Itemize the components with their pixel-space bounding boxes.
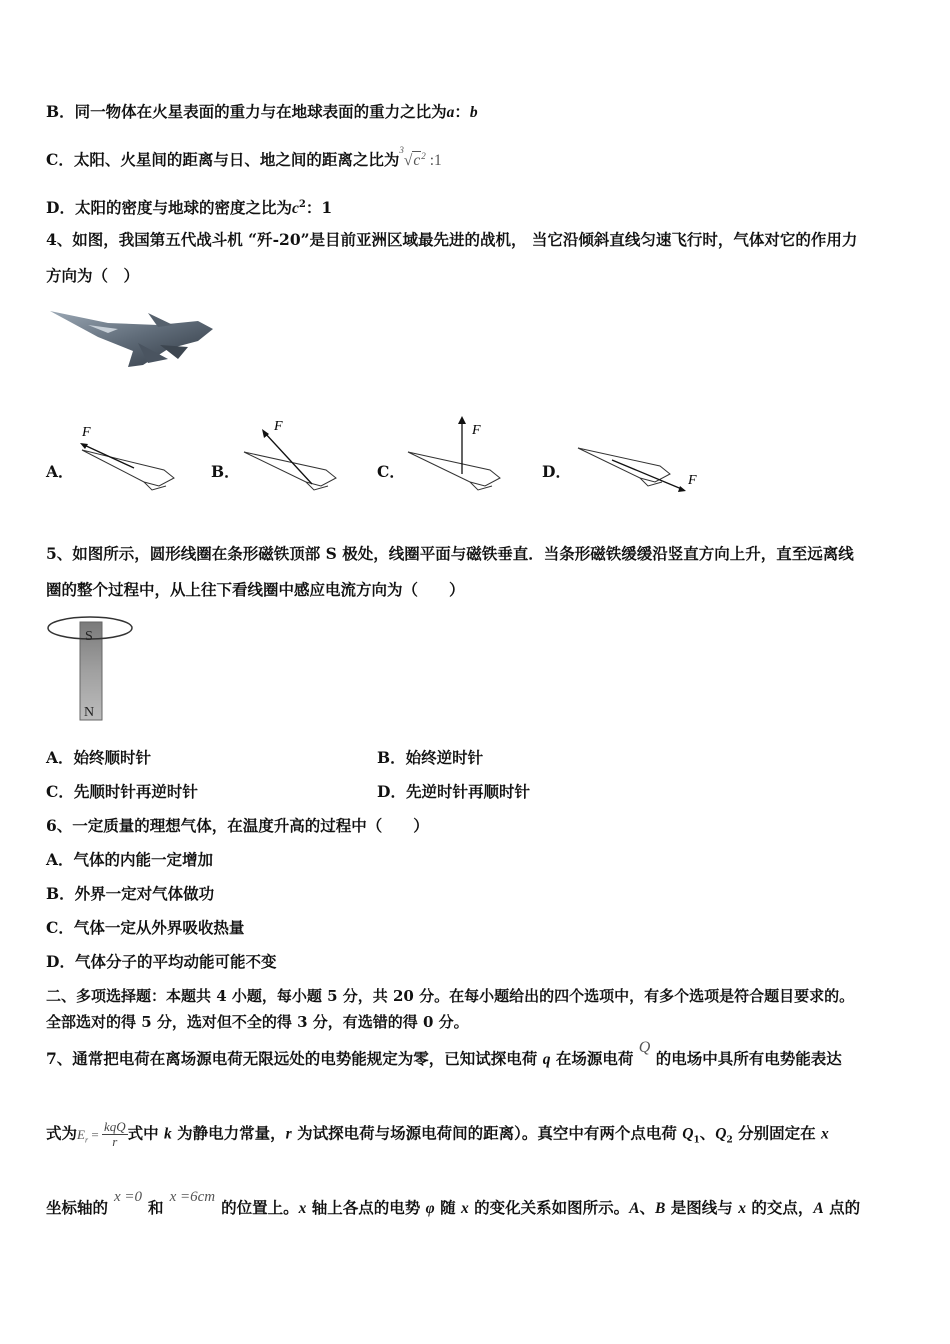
q4-stem-line1: 4、如图，我国第五代战斗机 “歼-20”是目前亚洲区域最先进的战机， 当它沿倾斜直线匀速飞行时，气体对它的作用力 [46,230,858,249]
q7-l3-h: 是图线与 [665,1198,739,1217]
q7-l2-b: 式中 [127,1123,165,1143]
section2-heading-line1: 二、多项选择题：本题共 4 小题，每小题 5 分，共 20 分。在每小题给出的四个选项中，有多个选项是符合题目要求的。 [46,987,855,1005]
force-label-c: F [472,423,481,438]
var-q: q [542,1051,551,1068]
q7-l3-c: 的位置上。 [221,1198,299,1217]
q5-option-b: B．始终逆时针 [377,748,484,767]
q7-l3-d: 轴上各点的电势 [306,1198,426,1217]
q7-l1-b: 在场源电荷 [550,1049,639,1068]
q6-option-a: A．气体的内能一定增加 [46,850,214,869]
q7-l2-e: 、 [699,1123,716,1143]
q7-l2-c: 为静电力常量， [171,1123,286,1143]
section2-heading-line2: 全部选对的得 5 分，选对但不全的得 3 分，有选错的得 0 分。 [46,1013,469,1031]
q7-line3 [46,1189,861,1220]
radicand-exponent: 2 [421,151,426,161]
q6-stem: 6、一定质量的理想气体，在温度升高的过程中（ ） [46,816,429,835]
q7-l1-c: 的电场中具所有电势能表达 [650,1049,842,1068]
q5-option-d: D．先逆时针再顺时针 [377,782,530,801]
q4-option-c-diagram [402,412,512,497]
q7-line1 [46,1039,842,1071]
q7-l3-j: 点的 [823,1198,861,1217]
math-x-eq-6cm: x =6cm [169,1189,216,1205]
formula-fraction [102,1120,128,1149]
q7-l3-f: 的变化关系如图所示。 [468,1198,630,1217]
ratio: :1 [429,152,442,170]
sub-1: 1 [693,1135,700,1146]
q3-option-d [46,194,332,220]
q4-stem-line2: 方向为（ ） [46,266,140,285]
formula-E [77,1126,102,1145]
q3-option-d-text: D．太阳的密度与地球的密度之比为 [46,198,292,218]
q7-l3-b: 和 [148,1198,164,1217]
force-label-d: F [688,473,697,488]
var-k: k [164,1125,172,1143]
root-index: 3 [399,145,404,155]
q7-l2-d: 为试探电荷与场源电荷间的距离）。真空中有两个点电荷 [291,1123,683,1143]
q7-l2-a: 式为 [46,1123,78,1143]
q7-l1-a: 7、通常把电荷在离场源电荷无限远处的电势能规定为零，已知试探电荷 [46,1049,543,1068]
var-phi: φ [425,1200,435,1217]
var-B: B [655,1200,666,1217]
q5-stem-line1: 5、如图所示，圆形线圈在条形磁铁顶部 S 极处，线圈平面与磁铁垂直．当条形磁铁缓缓沿竖直方向上升，直至远离线 [46,544,854,563]
q3-option-b [46,101,478,124]
math-x-eq-0: x =0 [114,1189,143,1205]
var-A: A [629,1200,640,1217]
q7-l2-f: 分别固定在 [732,1123,822,1143]
q4-option-c-label: C． [377,462,405,481]
sub-2: 2 [726,1135,733,1146]
j20-fighter-image [48,303,216,375]
q4-option-d-label: D． [542,462,571,481]
q5-option-a: A．始终顺时针 [46,748,152,767]
q7-l3-i: 的交点， [745,1198,814,1217]
var-x3: x [738,1200,746,1217]
var-x2: x [461,1200,469,1217]
q5-option-c: C．先顺时针再逆时针 [46,782,198,801]
root-radicand: c [413,152,421,170]
var-E-sub: r [84,1135,89,1145]
var-r: r [285,1125,292,1143]
q6-option-c: C．气体一定从外界吸收热量 [46,918,245,937]
q7-line2 [46,1120,829,1152]
var-x1: x [298,1200,307,1217]
q4-option-d-diagram [572,440,712,500]
q4-option-b-label: B． [211,462,240,481]
colon: ： [454,102,470,121]
var-E: E [77,1126,85,1142]
q4-option-a-diagram [74,420,184,495]
q7-l3-a: 坐标轴的 [46,1198,109,1217]
magnet-n-pole: N [84,705,95,720]
q4-option-a-label: A． [46,462,74,481]
tail: ：1 [305,198,333,218]
fraction-numerator: kqQ [103,1119,126,1134]
cube-root-expression: $^3√c^2$ :1 [399,145,442,170]
q5-stem-line2: 圈的整个过程中，从上往下看线圈中感应电流方向为（ ） [46,580,465,599]
var-a: a [446,104,455,121]
var-Q1: Q [682,1125,694,1143]
var-c: c [291,200,299,218]
var-b: b [469,104,478,121]
var-Q2: Q [715,1125,727,1143]
q7-l3-e: 随 [434,1198,462,1217]
var-Q: Q [638,1039,651,1056]
var-A2: A [813,1200,824,1217]
force-label-a: F [82,425,91,440]
q3-option-b-text: B．同一物体在火星表面的重力与在地球表面的重力之比为 [46,102,447,121]
q4-option-b-diagram [236,412,351,497]
bar-magnet-coil-diagram [44,612,136,724]
equals: = [88,1126,102,1142]
q6-option-d: D．气体分子的平均动能可能不变 [46,952,277,971]
force-label-b: F [274,419,283,434]
magnet-s-pole: S [85,629,93,644]
fraction-denominator: r [112,1134,118,1149]
q6-option-b: B．外界一定对气体做功 [46,884,215,903]
var-x: x [821,1125,829,1143]
q3-option-c-text: C．太阳、火星间的距离与日、地之间的距离之比为 [46,150,400,170]
q3-option-c [46,145,442,172]
q7-l3-g: 、 [639,1198,656,1217]
exponent: 2 [298,199,306,210]
